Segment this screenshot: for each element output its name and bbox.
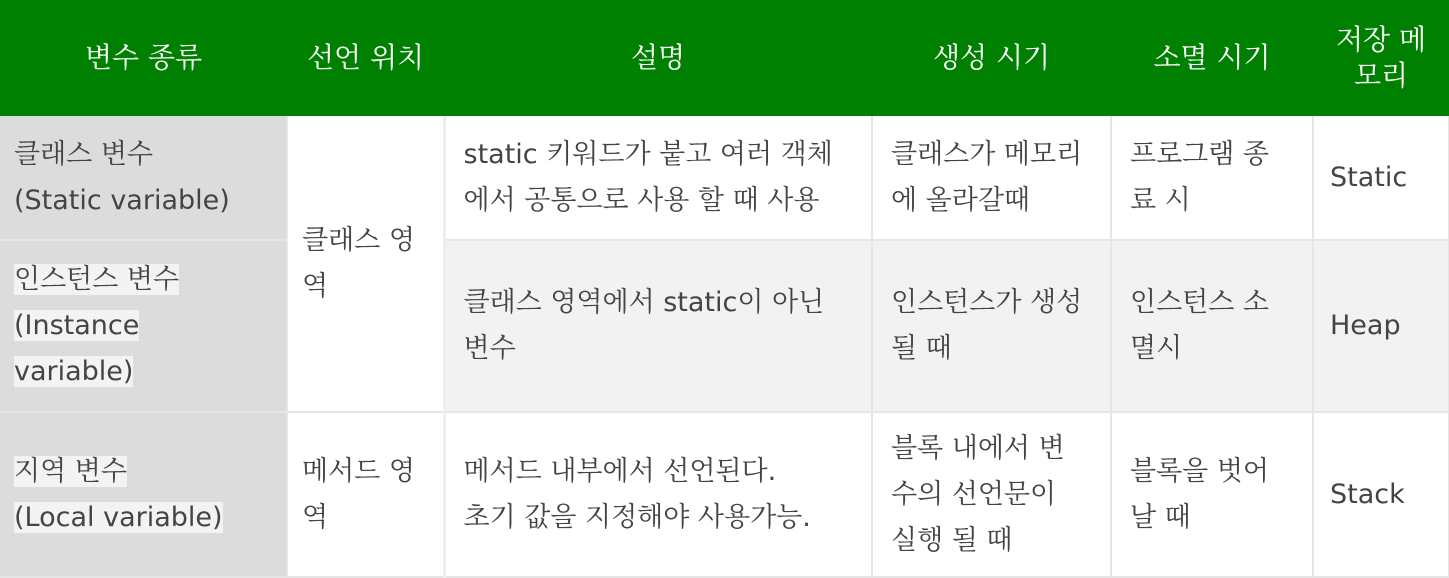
creation-line: 클래스가 메모리: [891, 138, 1083, 170]
cell-description: [444, 116, 872, 240]
type-name: 클래스 변수: [14, 138, 153, 170]
location-text: 클래스 영역: [302, 224, 415, 302]
header-declaration-location: 선언 위치: [287, 0, 444, 116]
cell-description: [444, 240, 872, 412]
type-english: (Static variable): [14, 184, 230, 216]
type-english: (Instance: [14, 310, 140, 341]
cell-declaration-location: [287, 412, 444, 577]
type-english: (Local variable): [14, 501, 223, 533]
cell-creation-time: [872, 240, 1111, 412]
cell-storage-memory: Static: [1313, 116, 1449, 240]
cell-description: [444, 412, 872, 577]
cell-variable-type: [0, 240, 287, 412]
type-name: 인스턴스 변수: [14, 264, 180, 295]
creation-line: 될 때: [891, 333, 952, 364]
table-row: [0, 412, 1449, 577]
description-line: 에서 공통으로 사용 할 때 사용: [463, 184, 820, 216]
cell-destruction-time: [1111, 116, 1313, 240]
cell-destruction-time: [1111, 240, 1313, 412]
header-storage-memory: [1313, 0, 1449, 116]
creation-line: 블록 내에서 변: [891, 432, 1065, 464]
destruction-line: 날 때: [1130, 501, 1191, 533]
creation-line: 에 올라갈때: [891, 184, 1030, 216]
cell-creation-time: [872, 116, 1111, 240]
header-variable-type: 변수 종류: [0, 0, 287, 116]
header-description: 설명: [444, 0, 872, 116]
cell-declaration-location: [287, 116, 444, 412]
table-header-row: [0, 0, 1449, 116]
description-line: static 키워드가 붙고 여러 객체: [463, 138, 833, 170]
creation-line: 수의 선언문이: [891, 478, 1057, 510]
creation-line: 인스턴스가 생성: [891, 287, 1083, 318]
cell-storage-memory: Heap: [1313, 240, 1449, 412]
destruction-line: 프로그램 종: [1130, 138, 1269, 170]
destruction-line: 료 시: [1130, 184, 1191, 216]
header-storage-memory-line1: 저장 메: [1335, 23, 1427, 56]
cell-creation-time: [872, 412, 1111, 577]
description-line: 변수: [463, 333, 516, 364]
type-english-cont: variable): [14, 356, 134, 387]
header-destruction-time: 소멸 시기: [1111, 0, 1313, 116]
destruction-line: 멸시: [1130, 333, 1183, 364]
cell-storage-memory: Stack: [1313, 412, 1449, 577]
table-row: [0, 116, 1449, 240]
header-creation-time: 생성 시기: [872, 0, 1111, 116]
header-storage-memory-line2: 모리: [1353, 59, 1409, 92]
description-line: 초기 값을 지정해야 사용가능.: [463, 501, 811, 533]
table-row: [0, 240, 1449, 412]
destruction-line: 블록을 벗어: [1130, 455, 1269, 487]
creation-line: 실행 될 때: [891, 524, 1013, 556]
cell-variable-type: [0, 412, 287, 577]
cell-variable-type: [0, 116, 287, 240]
type-name: 지역 변수: [14, 455, 127, 487]
destruction-line: 인스턴스 소: [1130, 287, 1269, 318]
description-line: 메서드 내부에서 선언된다.: [463, 455, 777, 487]
location-text: 메서드 영역: [302, 455, 415, 533]
cell-destruction-time: [1111, 412, 1313, 577]
description-line: 클래스 영역에서 static이 아닌: [463, 287, 825, 318]
